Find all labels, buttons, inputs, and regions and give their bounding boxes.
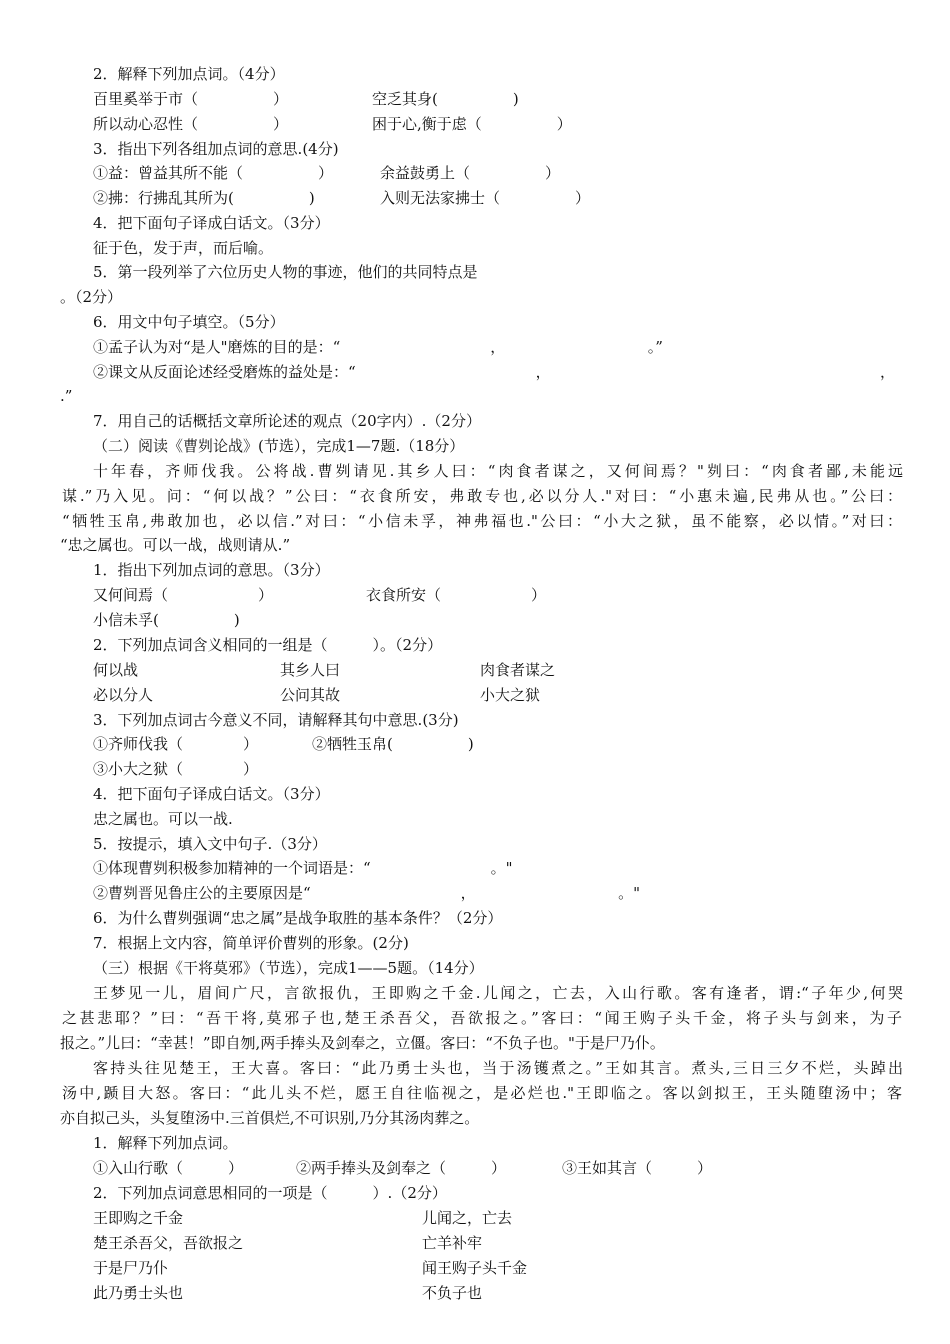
option-item: 公问其故 xyxy=(280,686,341,704)
question-title: 5．第一段列举了六位历史人物的事迹，他们的共同特点是 xyxy=(93,263,478,281)
option-item: 王即购之千金 xyxy=(93,1209,184,1227)
question-item: 百里奚举于市（ ） xyxy=(93,90,289,108)
question-item: 衣食所安（ ） xyxy=(366,586,547,604)
section-title: （三）根据《干将莫邪》（节选），完成1——5题。（14分） xyxy=(93,959,484,977)
question-item: .” xyxy=(60,387,73,405)
option-item: 楚王杀吾父，吾欲报之 xyxy=(93,1234,244,1252)
question-item: ①体现曹刿积极参加精神的一个词语是：“ 。" xyxy=(93,859,513,877)
passage-line: 客持头往见楚王，王大喜。客曰：“此乃勇士头也，当于汤镬煮之。”王如其言。煮头,三日三夕不烂，头踔出 xyxy=(93,1059,903,1077)
question-text: 征于色，发于声，而后喻。 xyxy=(93,239,274,257)
question-item: ①齐师伐我（ ） xyxy=(93,735,259,753)
question-title: 2．下列加点词意思相同的一项是（ ）.（2分） xyxy=(93,1184,447,1202)
passage-line: “牺牲玉帛,弗敢加也，必以信.”对曰：“小信未孚，神弗福也."公曰：“小大之狱，虽不能察，必以情。”对曰： xyxy=(62,512,902,530)
question-item: ②课文从反面论述经受磨炼的益处是：“ ， xyxy=(93,363,551,381)
option-item: 小大之狱 xyxy=(480,686,541,704)
passage-line: 汤中,踬目大怒。客曰：“此儿头不烂，愿王自往临视之，是必烂也."王即临之。客以剑拟王，王头随堕汤中；客 xyxy=(62,1084,902,1102)
option-item: 亡羊补牢 xyxy=(422,1234,483,1252)
question-item: 入则无法家拂士（ ） xyxy=(380,189,591,207)
option-item: 闻王购子头千金 xyxy=(422,1259,528,1277)
passage-line: 亦自拟己头，头复堕汤中.三首俱烂,不可识别,乃分其汤肉葬之。 xyxy=(60,1109,480,1127)
question-item: ③王如其言（ ） xyxy=(562,1159,713,1177)
question-item: ， xyxy=(880,363,896,381)
question-tail: 。（2分） xyxy=(60,288,123,306)
question-title: 3．下列加点词古今意义不同，请解释其句中意思.(3分) xyxy=(93,711,459,729)
question-item: ①益：曾益其所不能（ ） xyxy=(93,164,334,182)
question-title: 2．解释下列加点词。（4分） xyxy=(93,65,285,83)
option-item: 其乡人曰 xyxy=(280,661,341,679)
question-title: 6．为什么曹刿强调“忠之属”是战争取胜的基本条件？（2分） xyxy=(93,909,503,927)
passage-line: “忠之属也。可以一战，战则请从.” xyxy=(60,536,291,554)
question-item: ①入山行歌（ ） xyxy=(93,1159,244,1177)
question-item: 所以动心忍性（ ） xyxy=(93,115,289,133)
question-item: 空乏其身( ) xyxy=(372,90,519,108)
question-item: ②牺牲玉帛( ) xyxy=(312,735,474,753)
option-item: 何以战 xyxy=(93,661,139,679)
question-title: 6．用文中句子填空。（5分） xyxy=(93,313,285,331)
question-item: ②曹刿晋见鲁庄公的主要原因是“ ， 。" xyxy=(93,884,641,902)
question-item: 余益鼓勇上（ ） xyxy=(380,164,561,182)
question-item: 困于心,衡于虑（ ） xyxy=(372,115,572,133)
question-title: 4．把下面句子译成白话文。（3分） xyxy=(93,214,330,232)
question-title: 5．按提示，填入文中句子.（3分） xyxy=(93,835,327,853)
question-title: 7．根据上文内容，简单评价曹刿的形象。(2分) xyxy=(93,934,409,952)
question-text: 忠之属也。可以一战. xyxy=(93,810,233,828)
option-item: 此乃勇士头也 xyxy=(93,1284,184,1302)
option-item: 必以分人 xyxy=(93,686,154,704)
question-title: 7．用自己的话概括文章所论述的观点（20字内）.（2分） xyxy=(93,412,481,430)
question-item: ②两手捧头及剑奉之（ ） xyxy=(296,1159,507,1177)
question-title: 3．指出下列各组加点词的意思.(4分) xyxy=(93,140,339,158)
option-item: 不负子也 xyxy=(422,1284,483,1302)
option-item: 于是尸乃仆 xyxy=(93,1259,169,1277)
passage-line: 谋.”乃入见。问：“何以战？”公曰：“衣食所安，弗敢专也,必以分人."对曰：“小惠未遍,民弗从也。”公曰： xyxy=(62,487,902,505)
question-title: 4．把下面句子译成白话文。（3分） xyxy=(93,785,330,803)
passage-line: 之甚悲耶？”曰：“吾干将,莫邪子也,楚王杀吾父，吾欲报之。”客曰：“闻王购子头千金，将子头与剑来，为子 xyxy=(62,1009,902,1027)
option-item: 肉食者谋之 xyxy=(480,661,556,679)
question-title: 1．解释下列加点词。 xyxy=(93,1134,238,1152)
passage-line: 报之。”儿曰：“幸甚！”即自刎,两手捧头及剑奉之，立僵。客曰：“不负子也。"于是尸乃仆。 xyxy=(60,1034,665,1052)
question-title: 1．指出下列加点词的意思。（3分） xyxy=(93,561,330,579)
question-item: 又何间焉（ ） xyxy=(93,586,274,604)
question-title: 2．下列加点词含义相同的一组是（ ）。（2分） xyxy=(93,636,443,654)
question-item: 小信未孚( ) xyxy=(93,611,240,629)
question-item: ①孟子认为对“是人"磨炼的目的是：“ ， 。” xyxy=(93,338,663,356)
passage-line: 十年春，齐师伐我。公将战.曹刿请见.其乡人曰：“肉食者谋之，又何间焉？"刿曰：“肉食者鄙,未能远 xyxy=(93,462,903,480)
question-item: ②拂：行拂乱其所为( ) xyxy=(93,189,315,207)
section-title: （二）阅读《曹刿论战》(节选），完成1—7题.（18分） xyxy=(93,437,465,455)
question-item: ③小大之狱（ ） xyxy=(93,760,259,778)
passage-line: 王梦见一儿，眉间广尺，言欲报仇，王即购之千金.儿闻之，亡去，入山行歌。客有逢者，谓:“子年少,何哭 xyxy=(93,984,903,1002)
option-item: 儿闻之，亡去 xyxy=(422,1209,513,1227)
